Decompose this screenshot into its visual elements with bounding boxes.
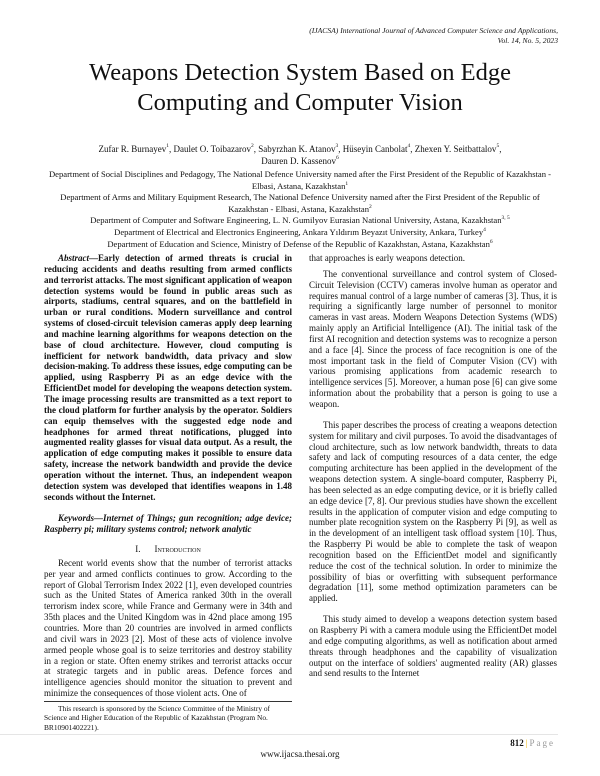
footnote-divider <box>44 701 292 702</box>
footer-divider <box>0 734 558 735</box>
keywords-label: Keywords <box>58 513 94 524</box>
running-header <box>309 26 558 46</box>
abstract-label: Abstract <box>58 253 90 263</box>
section-heading-introduction <box>44 544 292 555</box>
body-paragraph: that approaches is early weapons detection. <box>309 253 465 263</box>
right-column <box>309 253 557 679</box>
abstract <box>44 253 292 502</box>
affiliation: Department of Computer and Software Engineering, L. N. Gumilyov Eurasian National University, Astana, Kazakhstan$^{3, 5}$ <box>90 215 510 226</box>
abstract-text: —Early detection of armed threats is crucial in reducing accidents and deaths resulting from armed conflicts and terrorist attacks. The most significant application of weapon detection systems would be found in public areas such as airports, stadiums, central squares, and on the battlefield in urban or rural conditions. Modern surveillance and control systems of closed-circuit television cameras apply deep learning and machine learning algorithms for weapons detection on the base of cloud architecture. However, cloud computing is inefficient for network bandwidth, data privacy and slow decision-making. To address these issues, edge computing can be applied, using Raspberry Pi as an edge device with the EfficientDet model for developing the weapons detection system. The image processing results are transmitted as a text report to the cloud platform for further analysis by the operator. Soldiers can equip themselves with the suggested edge node and headphones for armed threat notifications, plugged into augmented reality glasses for visual data output. As a result, the application of edge computing makes it possible to ensure data safety, increase the network bandwidth and provide the device operation without the internet. Thus, an independent weapon detection system was developed that identifies weapons in 1.48 seconds without the Internet. <box>44 253 292 502</box>
affiliation: Department of Social Disciplines and Pedagogy, The National Defence University named after the First President of the Republic of Kazakhstan - Elbasi, Astana, Kazakhstan$^1$ <box>48 169 552 191</box>
section-title: Introduction <box>154 544 201 555</box>
body-paragraph: The conventional surveillance and control system of Closed-Circuit Television (CCTV) cameras involve human as operator and requires manual control of a large number of cameras [3]. Thus, it is requiring a significantly large number of personnel to monitor cameras in vast areas. Modern Weapons Detection Systems (WDS) mainly apply an Artificial Intelligence (AI). The initial task of the first AI recognition and detection systems was to recognize a person and a face [4]. Since the process of face recognition is one of the most important task in the field of Computer Vision (CV) with various promising applications from academic research to intelligence services [5]. Moreover, a human pose [6] can give some information about the probability that a person is going to use a weapon. <box>309 268 557 409</box>
author: Dauren D. Kassenov$^6$ <box>261 155 339 166</box>
paper-title <box>0 58 600 118</box>
page-label: Page <box>529 738 555 748</box>
author: Daulet O. Toibazarov$^2$ <box>173 143 254 154</box>
section-number: I. <box>135 544 141 555</box>
affiliations <box>40 169 560 250</box>
author-list: Zufar R. Burnayev$^1$, Daulet O. Toibazarov$^2$, Sabyrzhan K. Atanov$^3$, Hüseyin Canbolat$^4$, Zhexen Y. Seitbattalov$^5$, Dauren D. Kassenov$^6$ <box>98 143 502 166</box>
left-column <box>44 253 292 732</box>
body-paragraph: Recent world events show that the number of terrorist attacks per year and armed conflicts continues to grow. According to the report of Global Terrorism Index 2022 [1], even developed countries such as the United States of America ranked 30th in the overall terrorism index score, while France and Germany were in 34th and 35th places and the United Kingdom was in 42nd place among 195 countries. More than 20 countries are involved in armed conflicts and civil wars in 2023 [2]. Most of these acts of violence involve armed people whose goal is to seize territories and destroy stability in a region or state. Often enemy strikes and terrorist attacks occur at strategic targets and in public areas. Defence forces and intelligence agencies should monitor the situation to prevent and minimize the consequences of those violent acts. One of <box>44 557 292 699</box>
keywords-text: —Internet of Things; gun recognition; adge device; Raspberry pi; military systems control; network analytic <box>44 513 292 535</box>
author: Zhexen Y. Seitbattalov$^5$ <box>414 143 500 154</box>
journal-url[interactable]: www.ijacsa.thesai.org <box>260 749 340 759</box>
affiliation: Department of Arms and Military Equipment Research, The National Defence University named after the First President of the Republic of Kazakhstan - Elbasi, Astana, Kazakhstan$^2$ <box>60 192 540 214</box>
affiliation: Department of Education and Science, Ministry of Defense of the Republic of Kazakhstan, Astana, Kazakhstan$^6$ <box>107 238 493 249</box>
author: Hüseyin Canbolat$^4$ <box>342 143 411 154</box>
title-line-2: Computing and Computer Vision <box>137 89 463 116</box>
page-separator: | <box>525 738 528 748</box>
title-line-1: Weapons Detection System Based on Edge <box>89 59 511 86</box>
affiliation: Department of Electrical and Electronics Engineering, Ankara Yıldırım Beyazıt University, Ankara, Turkey$^4$ <box>114 226 486 237</box>
author: Sabyrzhan K. Atanov$^3$ <box>258 143 339 154</box>
body-paragraph: This study aimed to develop a weapons detection system based on Raspberry Pi with a camera module using the EfficientDet model and edge computing algorithms, as well as notification about armed threats through headphones and the capability of visualization output on the interface of soldiers' augmented reality (AR) glasses and send results to the Internet <box>309 614 557 679</box>
funding-footnote: This research is sponsored by the Science Committee of the Ministry of Science and Higher Education of the Republic of Kazakhstan (Program No. BR10901402221). <box>44 703 271 732</box>
journal-volume: Vol. 14, No. 5, 2023 <box>497 36 558 45</box>
page-number-value: 812 <box>510 738 524 748</box>
author: Zufar R. Burnayev$^1$ <box>98 143 170 154</box>
body-paragraph: This paper describes the process of creating a weapons detection system for military and civil purposes. To avoid the disadvantages of cloud architecture, such as low network bandwidth, threats to data safety and lack of computing resources of a data center, the edge computing architecture has been applied in the development of the weapons detection system. A single-board computer, Raspberry Pi, has been selected as an edge computing device, or it is briefly called an edge device [7, 8]. Our previous studies have shown the excellent results in the application of computer vision and edge computing to number plate recognition system on the Raspberry Pi [9], as well as in the development of an intelligent task offload system [10]. Thus, the Raspberry Pi would be able to complete the task of weapon recognition based on the EfficientDet model and significantly reduce the cost of the technical solution. In order to minimize the possibility of bias or overfitting with subsequent performance degradation [11], some method optimization parameters can be applied. <box>309 419 557 604</box>
keywords <box>44 513 292 535</box>
page-number <box>510 738 555 748</box>
journal-name: (IJACSA) International Journal of Advanced Computer Science and Applications, <box>309 26 558 35</box>
